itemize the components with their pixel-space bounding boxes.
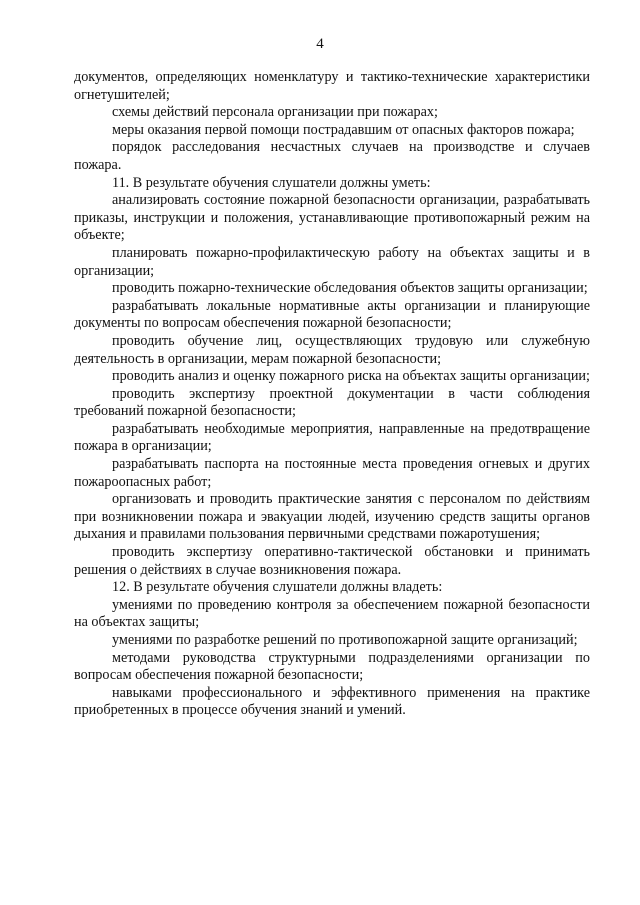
body-text — [74, 69, 590, 720]
page-number: 4 — [316, 36, 324, 52]
paragraph: разрабатывать необходимые мероприятия, направленные на предотвращение пожара в организации; — [74, 420, 590, 455]
paragraph: разрабатывать локальные нормативные акты организации и планирующие документы по вопросам обеспечения пожарной безопасности; — [74, 297, 590, 332]
paragraph: схемы действий персонала организации при пожарах; — [112, 104, 438, 121]
paragraph: анализировать состояние пожарной безопасности организации, разрабатывать приказы, инструкции и положения, устанавливающие противопожарный режим на объекте; — [74, 192, 590, 244]
paragraph: порядок расследования несчастных случаев на производстве и случаев пожара. — [74, 139, 590, 173]
paragraph: планировать пожарно-профилактическую работу на объектах защиты и в организации; — [74, 244, 590, 279]
paragraph: проводить обучение лиц, осуществляющих трудовую или служебную деятельность в организации, мерам пожарной безопасности; — [74, 332, 590, 367]
paragraph: меры оказания первой помощи пострадавшим от опасных факторов пожара; — [112, 121, 575, 138]
section-heading-12: 12. В результате обучения слушатели должны владеть: — [112, 579, 443, 596]
paragraph: разрабатывать паспорта на постоянные места проведения огневых и других пожароопасных работ; — [74, 456, 590, 490]
paragraph: проводить экспертизу оперативно-тактической обстановки и принимать решения о действиях в случае возникновения пожара. — [74, 544, 590, 578]
paragraph: навыками профессионального и эффективного применения на практике приобретенных в процессе обучения знаний и умений. — [74, 684, 590, 719]
paragraph: организовать и проводить практические занятия с персоналом по действиям при возникновении пожара и эвакуации людей, изучению средств защиты органов дыхания и правилами пользования первичными средствами пожаротушения; — [74, 491, 590, 543]
paragraph: проводить экспертизу проектной документации в части соблюдения требований пожарной безопасности; — [74, 385, 590, 420]
paragraph: методами руководства структурными подразделениями организации по вопросам обеспечения пожарной безопасности; — [74, 649, 590, 684]
paragraph-continuation: документов, определяющих номенклатуру и тактико-технические характеристики огнетушителей; — [74, 69, 590, 103]
paragraph: умениями по разработке решений по противопожарной защите организаций; — [112, 632, 578, 648]
paragraph: проводить анализ и оценку пожарного риска на объектах защиты организации; — [112, 368, 590, 385]
paragraph: умениями по проведению контроля за обеспечением пожарной безопасности на объектах защиты; — [74, 596, 590, 631]
paragraph: проводить пожарно-технические обследования объектов защиты организации; — [112, 280, 588, 297]
section-heading-11: 11. В результате обучения слушатели должны уметь: — [112, 174, 431, 191]
